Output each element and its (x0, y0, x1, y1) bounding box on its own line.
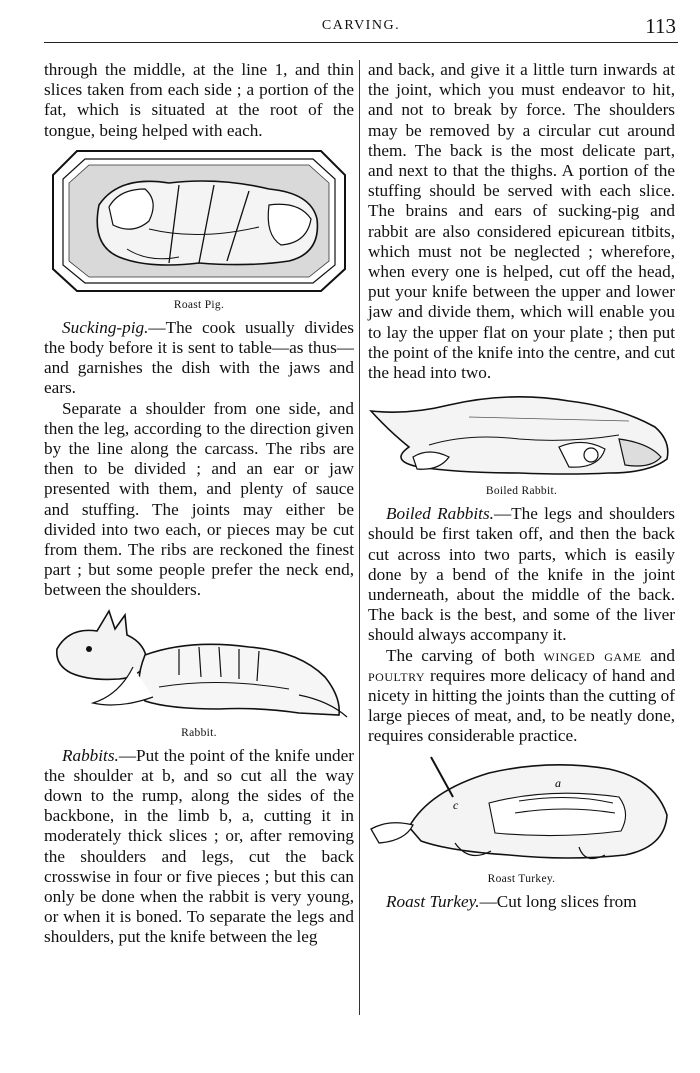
section-lead: Boiled Rabbits. (386, 504, 494, 524)
paragraph: Boiled Rabbits.—The legs and shoulders should be first taken off, and then the back cut across into two parts, which is easily done by a bend of the knife in the joint underneath, about the middle of the back. The back is the best, and some of the liver should always accompany it. (368, 504, 675, 645)
figure-caption: Roast Turkey. (487, 872, 556, 885)
diagram-label: a (555, 775, 561, 790)
rabbit-illustration (49, 605, 349, 723)
paragraph: The carving of both winged game and poultry requires more delicacy of hand and nicety in hitting the joints than the cutting of large pieces of meat, and, to be neatly done, requires considerable practice. (368, 645, 675, 746)
section-lead: Sucking-pig. (62, 317, 149, 337)
figure-caption: Boiled Rabbit. (485, 485, 558, 498)
diagram-label: c (453, 797, 459, 812)
column-divider (359, 60, 360, 1015)
figure-boiled-rabbit (368, 387, 675, 498)
paragraph: Roast Turkey.—Cut long slices from (386, 891, 637, 911)
paragraph: through the middle, at the line 1, and thin slices taken from each side ; a portion of the fat, which is situated at the root of the tongue, being helped with each. (44, 60, 354, 140)
page-header (44, 16, 678, 43)
figure-caption: Rabbit. (181, 726, 217, 739)
page-number: 113 (645, 14, 676, 38)
paragraph: Separate a shoulder from one side, and then the leg, according to the direction given by the line along the carcass. The ribs are then to be divided ; and an ear or jaw presented with them, and plenty of sauce and stuffing. The joints may either be divided into two each, or pieces may be cut from them. The ribs are reckoned the finest part ; but some people prefer the neck end, between the shoulders. (44, 398, 354, 600)
section-lead: Roast Turkey. (386, 891, 480, 911)
figure-roast-turkey (368, 751, 675, 886)
boiled-rabbit-illustration (369, 387, 674, 481)
left-column (44, 60, 354, 948)
section-lead: Rabbits. (62, 745, 119, 765)
figure-rabbit (44, 605, 354, 740)
roast-turkey-illustration (369, 751, 674, 869)
running-head: CARVING. (321, 18, 401, 33)
paragraph: Sucking-pig.—The cook usually divides the body before it is sent to table—as thus—and garnishes the dish with the jaws and ears. (44, 317, 354, 398)
figure-roast-pig (44, 145, 354, 312)
figure-caption: Roast Pig. (173, 298, 225, 311)
paragraph: Rabbits.—Put the point of the knife under the shoulder at b, and so cut all the way down to the rump, along the sides of the backbone, in the limb b, a, cutting it in moderately thick slices ; or, after removing the shoulders and legs, cut the back crosswise in four or five pieces ; but this can only be done when the rabbit is very young, or when it is boned. To separate the legs and shoulders, put the knife between the leg (44, 745, 354, 947)
roast-pig-illustration (49, 145, 349, 295)
right-column (368, 60, 675, 912)
paragraph: and back, and give it a little turn inwards at the joint, which you must endeavor to hit, and not to break by force. The shoulders may be removed by a circular cut around them. The back is the most delicate part, and next to that the thighs. A portion of the stuffing should be served with each slice. The brains and ears of sucking-pig and rabbit are also considered epicurean titbits, which must not be neglected ; wherefore, when every one is helped, cut off the head, put your knife between the upper and lower jaw and divide them, which will enable you to lay the upper flat on your plate ; then put the point of the knife into the centre, and cut the head into two. (368, 60, 675, 383)
